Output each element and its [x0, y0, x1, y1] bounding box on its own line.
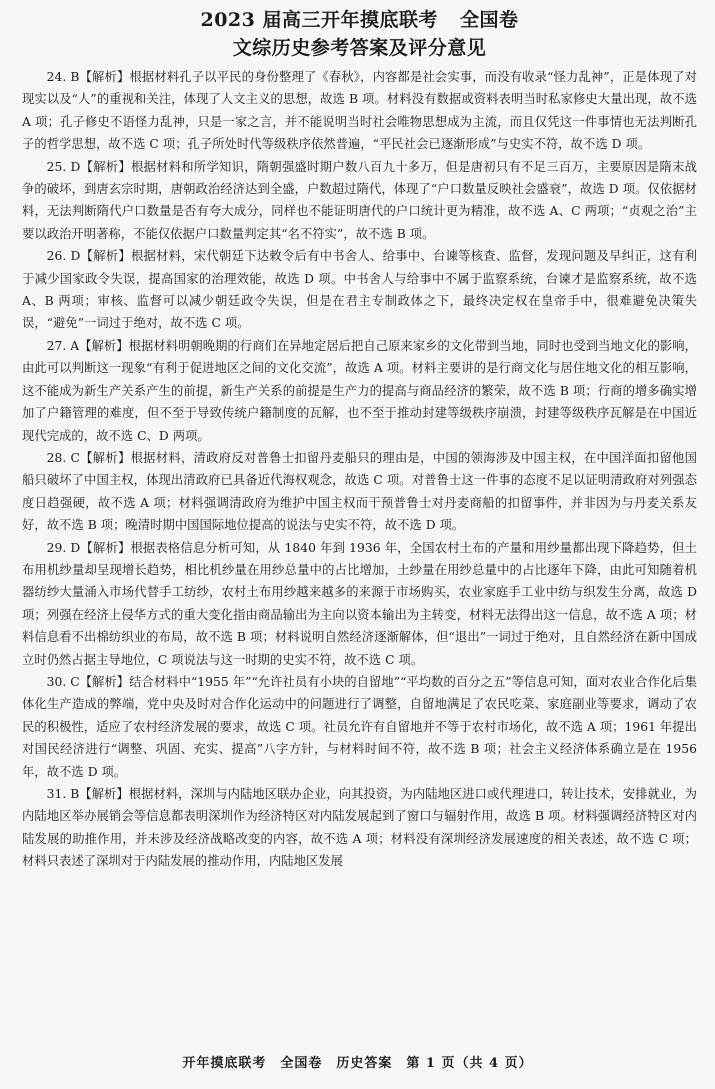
answer-26: 26. D【解析】根据材料，宋代朝廷下达敕令后有中书舍人、给事中、台谏等核查、监督，发现问题及早纠正，这有利于减少国家政令失误，提高国家的治理效能，故选 D 项。中书舍人与给事中不属于监察系统，台谏才是监察系统，故不选 A、B 两项；审核、监督可以减少朝廷政令失误，但是在君主专制政体之下，最终决定权在皇帝手中，很难避免决策失误，“避免”一词过于绝对，故不选 C 项。: [22, 249, 697, 331]
answer-31: 31. B【解析】根据材料，深圳与内陆地区联办企业，向其投资，为内陆地区进口或代理进口，转让技术，安排就业，为内陆地区举办展销会等信息都表明深圳作为经济特区对内陆发展起到了窗口与辐射作用，故选 B 项。材料强调经济特区对内陆发展的助推作用，并未涉及经济战略改变的内容，故不选 A 项；材料没有深圳经济发展速度的相关表述，故不选 C 项；材料只表述了深圳对于内陆发展的推动作用，内陆地区发展: [22, 787, 697, 869]
answer-27: 27. A【解析】根据材料明朝晚期的行商们在异地定居后把自己原来家乡的文化带到当地，同时也受到当地文化的影响，由此可以判断这一现象“有利于促进地区之间的文化交流”，故选 A 项。材料主要讲的是行商文化与居住地文化的相互影响，这不能成为新生产关系产生的前提，新生产关系的前提是生产力的提高与商品经济的繁荣，故不选 B 项；行商的增多确实增加了户籍管理的难度，但不至于导致传统户籍制度的瓦解，也不至于推动封建等级秩序崩溃，封建等级秩序瓦解是在中国近现代完成的，故不选 C、D 两项。: [22, 338, 697, 443]
answer-24: 24. B【解析】根据材料孔子以平民的身份整理了《春秋》，内容都是社会实事，而没有收录“怪力乱神”，正是体现了对现实以及“人”的重视和关注，体现了人文主义的思想，故选 B 项。材料没有数据或资料表明当时私家修史大量出现，故不选 A 项；孔子修史不语怪力乱神，只是一家之言，并不能说明当时社会唯物思想成为主流，而且仅凭这一件事情也无法判断孔子的哲学思想，故不选 C 项；孔子所处时代等级秩序依然普遍，“平民社会已逐渐形成”与史实不符，故不选 D 项。: [22, 70, 697, 152]
exam-title-region: 全国卷: [459, 9, 519, 31]
exam-title: [22, 8, 697, 32]
exam-title-main: 2023 届高三开年摸底联考: [200, 9, 438, 31]
page-footer: 开年摸底联考 全国卷 历史答案 第 1 页（共 4 页）: [182, 1056, 533, 1071]
answer-28: 28. C【解析】根据材料，清政府反对普鲁士扣留丹麦船只的理由是，中国的领海涉及中国主权，在中国洋面扣留他国船只破坏了中国主权，体现出清政府已具备近代海权观念，故选 C 项。对普鲁士这一件事的态度不足以证明清政府对列强态度日趋强硬，故不选 A 项；材料强调清政府为维护中国主权而干预普鲁士对丹麦商船的扣留事件，并非因为与丹麦关系友好，故不选 B 项；晚清时期中国国际地位提高的说法与史实不符，故不选 D 项。: [22, 450, 697, 533]
answer-29: 29. D【解析】根据表格信息分析可知，从 1840 年到 1936 年，全国农村土布的产量和用纱量都出现下降趋势，但土布用机纱量却呈现增长趋势，相比机纱量在用纱总量中的占比增加，土纱量在用纱总量中的占比逐年下降，由此可知随着机器纺纱大量涌入市场代替手工纺纱，农村土布用纱越来越多的来源于市场购买，农业家庭手工业中纺与织发生分离，故选 D 项；列强在经济上侵华方式的重大变化指由商品输出为主向以资本输出为主转变，材料无法得出这一信息，故不选 A 项；材料信息看不出棉纺织业的布局，故不选 B 项；材料说明自然经济逐渐解体，但“退出”一词过于绝对，且自然经济在新中国成立时仍然占据主导地位，C 项说法与这一时期的史实不符，故不选 C 项。: [22, 540, 697, 667]
answer-30: 30. C【解析】结合材料中“1955 年”“允许社员有小块的自留地”“平均数的百分之五”等信息可知，面对农业合作化后集体化生产造成的弊端，党中央及时对合作化运动中的问题进行了调整，自留地满足了农民吃菜、家庭副业等要求，调动了农民的积极性，适应了农村经济发展的要求，故选 C 项。社员允许有自留地并不等于农村市场化，故不选 A 项；1961 年提出对国民经济进行“调整、巩固、充实、提高”八字方针，与材料时间不符，故不选 B 项；社会主义经济体系确立是在 1956 年，故不选 D 项。: [22, 674, 697, 779]
document-subtitle: 文综历史参考答案及评分意见: [232, 37, 487, 59]
answer-25: 25. D【解析】根据材料和所学知识，隋朝强盛时期户数八百九十多万，但是唐初只有不足三百万，主要原因是隋末战争的破坏，到唐玄宗时期，唐朝政治经济达到全盛，户数超过隋代，体现了“户口数量反映社会盛衰”，故选 D 项。仅依据材料，无法判断隋代户口数量是否有夸大成分，同样也不能证明唐代的户口统计更为精准，故不选 A、C 两项；“贞观之治”主要以政治开明著称，不能仅依据户口数量判定其“名不符实”，故不选 B 项。: [22, 159, 697, 241]
